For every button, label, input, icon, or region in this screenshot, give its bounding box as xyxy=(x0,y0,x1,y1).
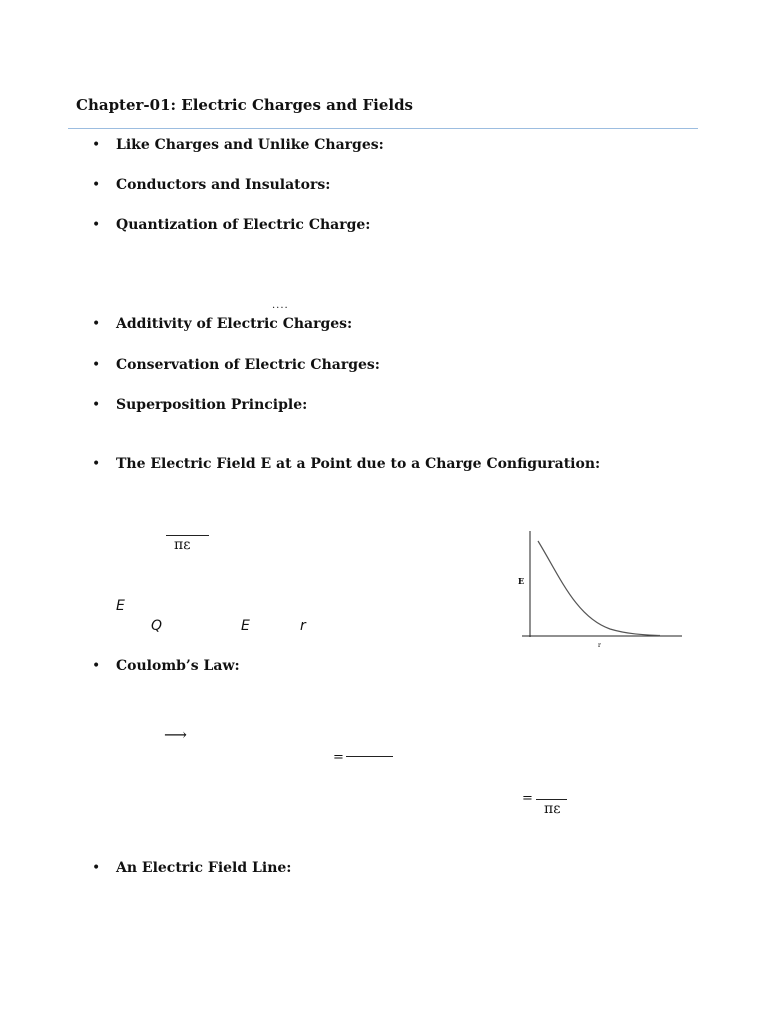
bullet-dot: • xyxy=(92,217,101,233)
bullet-dot: • xyxy=(92,177,101,193)
bullet-dot: • xyxy=(92,658,101,674)
bullet-dot: • xyxy=(92,316,101,332)
bullet-conservation xyxy=(92,357,380,373)
bullet-label: Superposition Principle: xyxy=(116,397,308,413)
bullet-label: Like Charges and Unlike Charges: xyxy=(116,137,384,153)
bullet-label: Conservation of Electric Charges: xyxy=(116,357,380,373)
e-vs-r-graph xyxy=(510,525,688,653)
variable-e-2: E xyxy=(241,618,250,634)
fraction-bar xyxy=(166,535,209,536)
bullet-dot: • xyxy=(92,860,101,876)
bullet-dot: • xyxy=(92,456,101,472)
bullet-electric-field xyxy=(92,456,600,472)
bullet-label: Quantization of Electric Charge: xyxy=(116,217,371,233)
pi-epsilon-term: πε xyxy=(544,801,561,817)
fraction-bar xyxy=(536,799,567,800)
bullet-label: Additivity of Electric Charges: xyxy=(116,316,353,332)
pi-epsilon-term: πε xyxy=(174,537,191,553)
bullet-superposition xyxy=(92,397,307,413)
x-axis-label: r xyxy=(598,642,601,649)
title-divider xyxy=(68,128,698,129)
field-curve xyxy=(538,541,660,636)
bullet-field-line xyxy=(92,860,291,876)
bullet-coulombs-law xyxy=(92,658,240,674)
bullet-label: Coulomb’s Law: xyxy=(116,658,240,674)
ellipsis-fragment: .... xyxy=(272,300,289,311)
equals-sign: = xyxy=(333,750,344,765)
bullet-like-unlike-charges xyxy=(92,137,384,153)
variable-q: Q xyxy=(151,618,163,634)
fraction-bar xyxy=(346,756,393,757)
bullet-dot: • xyxy=(92,357,101,373)
bullet-conductors-insulators xyxy=(92,177,330,193)
equals-sign: = xyxy=(522,791,533,806)
page-title: Chapter-01: Electric Charges and Fields xyxy=(76,96,414,114)
vector-arrow: ⟶ xyxy=(164,725,187,744)
bullet-quantization xyxy=(92,217,370,233)
variable-r: r xyxy=(300,618,306,634)
bullet-label: Conductors and Insulators: xyxy=(116,177,331,193)
bullet-label: The Electric Field E at a Point due to a Charge Configuration: xyxy=(116,456,601,472)
variable-e: E xyxy=(116,598,125,614)
bullet-additivity xyxy=(92,316,352,332)
bullet-dot: • xyxy=(92,397,101,413)
y-axis-label: E xyxy=(518,576,525,586)
bullet-dot: • xyxy=(92,137,101,153)
bullet-label: An Electric Field Line: xyxy=(116,860,292,876)
